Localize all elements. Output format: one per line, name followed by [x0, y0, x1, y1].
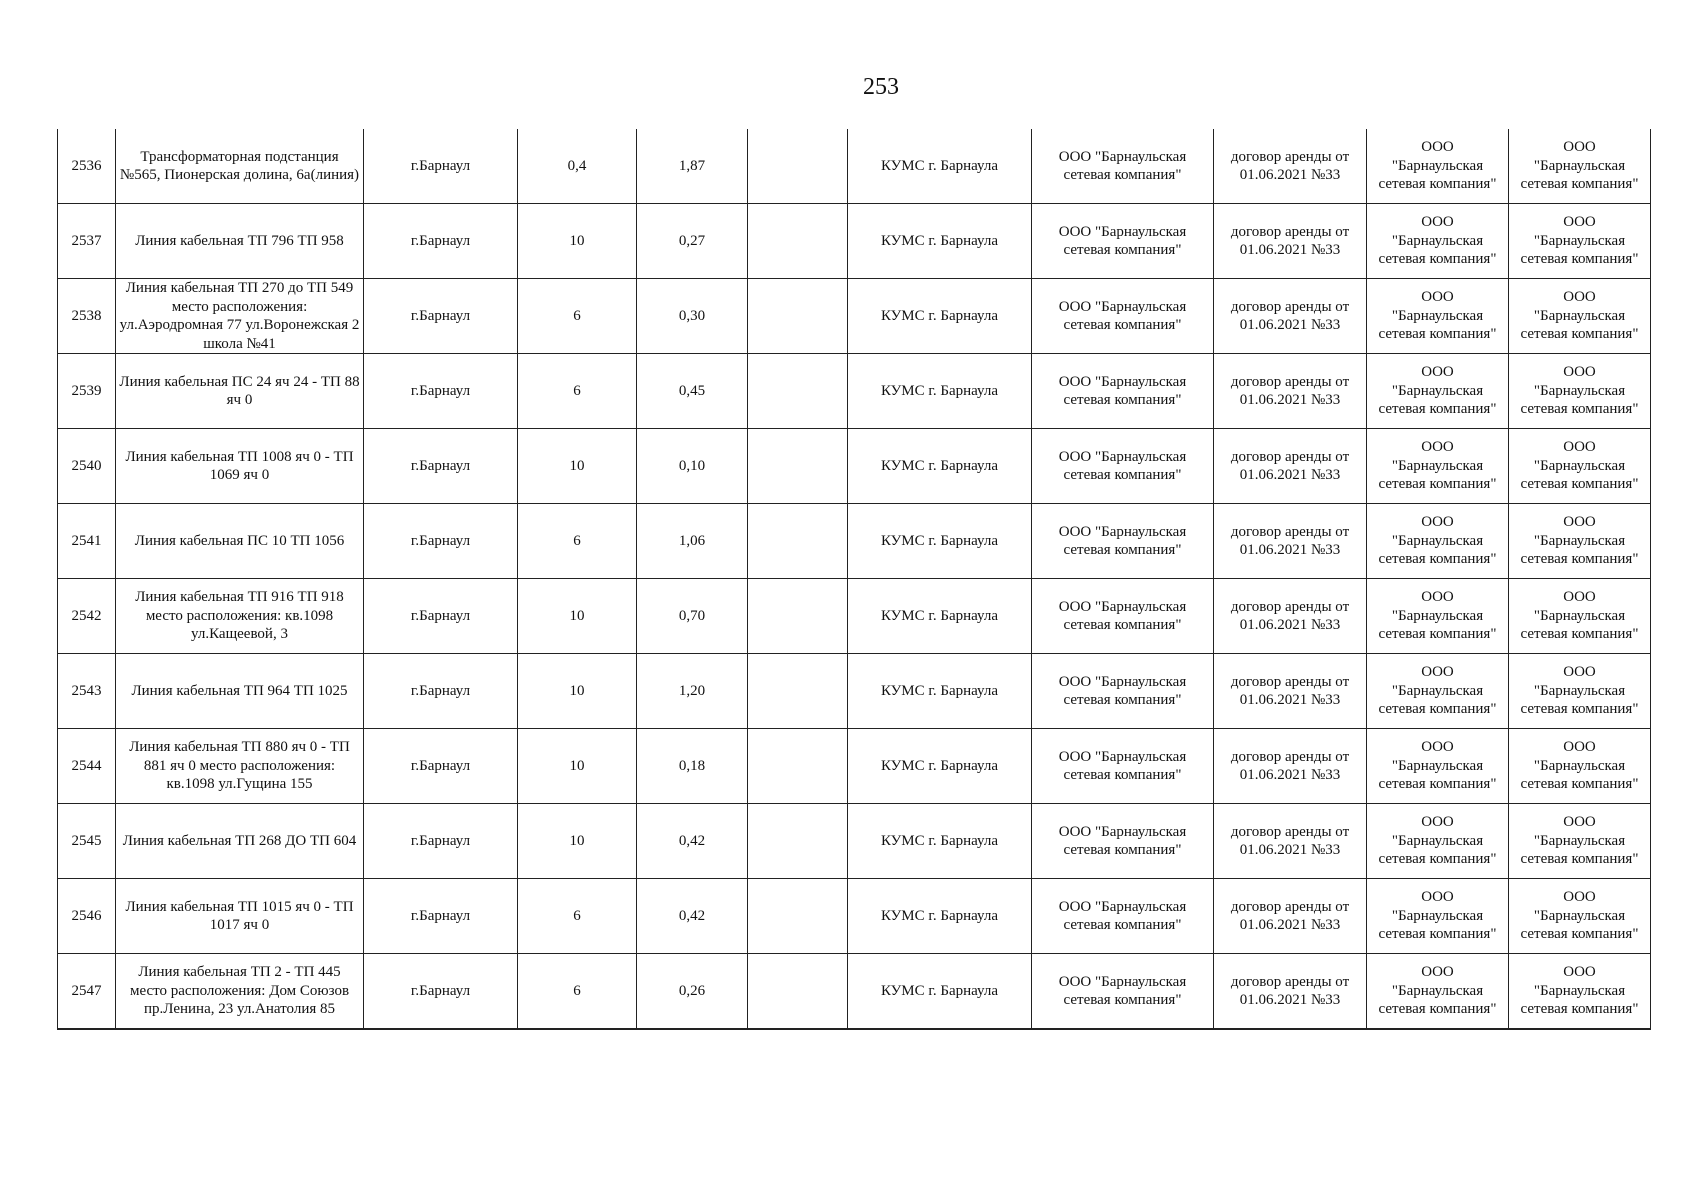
- object-name-cell: Линия кабельная ПС 10 ТП 1056: [116, 504, 364, 579]
- operator-cell: ООО "Барнаульская сетевая компания": [1367, 354, 1509, 429]
- voltage-cell: 10: [518, 729, 637, 804]
- table-row: [58, 879, 1651, 954]
- length-cell: 1,87: [637, 129, 748, 204]
- holder-cell: ООО "Барнаульская сетевая компания": [1032, 354, 1214, 429]
- object-name-cell: Линия кабельная ТП 1008 яч 0 - ТП 1069 яч 0: [116, 429, 364, 504]
- holder-cell: ООО "Барнаульская сетевая компания": [1032, 579, 1214, 654]
- length-cell: 1,20: [637, 654, 748, 729]
- user-cell: ООО "Барнаульская сетевая компания": [1509, 279, 1651, 354]
- user-cell: ООО "Барнаульская сетевая компания": [1509, 204, 1651, 279]
- empty-cell: [748, 954, 848, 1030]
- holder-cell: ООО "Барнаульская сетевая компания": [1032, 129, 1214, 204]
- city-cell: г.Барнаул: [364, 879, 518, 954]
- user-cell: ООО "Барнаульская сетевая компания": [1509, 729, 1651, 804]
- row-number-cell: 2536: [58, 129, 116, 204]
- registry-table: [57, 129, 1651, 1030]
- empty-cell: [748, 804, 848, 879]
- table-row: [58, 504, 1651, 579]
- table-row: [58, 279, 1651, 354]
- row-number-cell: 2537: [58, 204, 116, 279]
- table-row: [58, 129, 1651, 204]
- table-row: [58, 654, 1651, 729]
- city-cell: г.Барнаул: [364, 804, 518, 879]
- empty-cell: [748, 429, 848, 504]
- length-cell: 0,26: [637, 954, 748, 1030]
- owner-cell: КУМС г. Барнаула: [848, 729, 1032, 804]
- voltage-cell: 10: [518, 204, 637, 279]
- empty-cell: [748, 654, 848, 729]
- row-number-cell: 2539: [58, 354, 116, 429]
- city-cell: г.Барнаул: [364, 204, 518, 279]
- owner-cell: КУМС г. Барнаула: [848, 954, 1032, 1030]
- operator-cell: ООО "Барнаульская сетевая компания": [1367, 129, 1509, 204]
- city-cell: г.Барнаул: [364, 654, 518, 729]
- owner-cell: КУМС г. Барнаула: [848, 654, 1032, 729]
- length-cell: 0,42: [637, 804, 748, 879]
- owner-cell: КУМС г. Барнаула: [848, 429, 1032, 504]
- voltage-cell: 10: [518, 654, 637, 729]
- object-name-cell: Линия кабельная ТП 2 - ТП 445 место расположения: Дом Союзов пр.Ленина, 23 ул.Анатолия 85: [116, 954, 364, 1030]
- voltage-cell: 6: [518, 879, 637, 954]
- row-number-cell: 2547: [58, 954, 116, 1030]
- length-cell: 1,06: [637, 504, 748, 579]
- table-row: [58, 204, 1651, 279]
- length-cell: 0,27: [637, 204, 748, 279]
- row-number-cell: 2538: [58, 279, 116, 354]
- city-cell: г.Барнаул: [364, 954, 518, 1030]
- row-number-cell: 2543: [58, 654, 116, 729]
- length-cell: 0,30: [637, 279, 748, 354]
- empty-cell: [748, 879, 848, 954]
- empty-cell: [748, 204, 848, 279]
- basis-cell: договор аренды от 01.06.2021 №33: [1214, 804, 1367, 879]
- operator-cell: ООО "Барнаульская сетевая компания": [1367, 279, 1509, 354]
- voltage-cell: 6: [518, 279, 637, 354]
- empty-cell: [748, 279, 848, 354]
- row-number-cell: 2541: [58, 504, 116, 579]
- voltage-cell: 6: [518, 954, 637, 1030]
- city-cell: г.Барнаул: [364, 129, 518, 204]
- city-cell: г.Барнаул: [364, 504, 518, 579]
- empty-cell: [748, 504, 848, 579]
- empty-cell: [748, 354, 848, 429]
- voltage-cell: 6: [518, 354, 637, 429]
- user-cell: ООО "Барнаульская сетевая компания": [1509, 954, 1651, 1030]
- object-name-cell: Линия кабельная ТП 268 ДО ТП 604: [116, 804, 364, 879]
- user-cell: ООО "Барнаульская сетевая компания": [1509, 129, 1651, 204]
- row-number-cell: 2545: [58, 804, 116, 879]
- table-row: [58, 804, 1651, 879]
- user-cell: ООО "Барнаульская сетевая компания": [1509, 879, 1651, 954]
- object-name-cell: Линия кабельная ТП 270 до ТП 549 место расположения: ул.Аэродромная 77 ул.Воронежская 2 школа №41: [116, 279, 364, 354]
- row-number-cell: 2542: [58, 579, 116, 654]
- user-cell: ООО "Барнаульская сетевая компания": [1509, 354, 1651, 429]
- object-name-cell: Трансформаторная подстанция №565, Пионерская долина, 6а(линия): [116, 129, 364, 204]
- length-cell: 0,45: [637, 354, 748, 429]
- table-row: [58, 729, 1651, 804]
- owner-cell: КУМС г. Барнаула: [848, 204, 1032, 279]
- row-number-cell: 2546: [58, 879, 116, 954]
- owner-cell: КУМС г. Барнаула: [848, 579, 1032, 654]
- city-cell: г.Барнаул: [364, 729, 518, 804]
- user-cell: ООО "Барнаульская сетевая компания": [1509, 654, 1651, 729]
- page-number: 253: [863, 74, 899, 100]
- voltage-cell: 10: [518, 804, 637, 879]
- basis-cell: договор аренды от 01.06.2021 №33: [1214, 204, 1367, 279]
- object-name-cell: Линия кабельная ТП 880 яч 0 - ТП 881 яч 0 место расположения: кв.1098 ул.Гущина 155: [116, 729, 364, 804]
- length-cell: 0,70: [637, 579, 748, 654]
- basis-cell: договор аренды от 01.06.2021 №33: [1214, 879, 1367, 954]
- basis-cell: договор аренды от 01.06.2021 №33: [1214, 954, 1367, 1030]
- operator-cell: ООО "Барнаульская сетевая компания": [1367, 879, 1509, 954]
- voltage-cell: 10: [518, 429, 637, 504]
- basis-cell: договор аренды от 01.06.2021 №33: [1214, 429, 1367, 504]
- table-body: [58, 129, 1651, 1029]
- user-cell: ООО "Барнаульская сетевая компания": [1509, 579, 1651, 654]
- length-cell: 0,42: [637, 879, 748, 954]
- table-row: [58, 579, 1651, 654]
- table-row: [58, 354, 1651, 429]
- basis-cell: договор аренды от 01.06.2021 №33: [1214, 504, 1367, 579]
- empty-cell: [748, 129, 848, 204]
- basis-cell: договор аренды от 01.06.2021 №33: [1214, 354, 1367, 429]
- holder-cell: ООО "Барнаульская сетевая компания": [1032, 429, 1214, 504]
- object-name-cell: Линия кабельная ТП 796 ТП 958: [116, 204, 364, 279]
- owner-cell: КУМС г. Барнаула: [848, 504, 1032, 579]
- city-cell: г.Барнаул: [364, 279, 518, 354]
- owner-cell: КУМС г. Барнаула: [848, 804, 1032, 879]
- empty-cell: [748, 729, 848, 804]
- operator-cell: ООО "Барнаульская сетевая компания": [1367, 654, 1509, 729]
- owner-cell: КУМС г. Барнаула: [848, 129, 1032, 204]
- basis-cell: договор аренды от 01.06.2021 №33: [1214, 654, 1367, 729]
- operator-cell: ООО "Барнаульская сетевая компания": [1367, 804, 1509, 879]
- operator-cell: ООО "Барнаульская сетевая компания": [1367, 429, 1509, 504]
- length-cell: 0,18: [637, 729, 748, 804]
- owner-cell: КУМС г. Барнаула: [848, 279, 1032, 354]
- holder-cell: ООО "Барнаульская сетевая компания": [1032, 729, 1214, 804]
- voltage-cell: 6: [518, 504, 637, 579]
- voltage-cell: 10: [518, 579, 637, 654]
- length-cell: 0,10: [637, 429, 748, 504]
- holder-cell: ООО "Барнаульская сетевая компания": [1032, 204, 1214, 279]
- empty-cell: [748, 579, 848, 654]
- user-cell: ООО "Барнаульская сетевая компания": [1509, 429, 1651, 504]
- user-cell: ООО "Барнаульская сетевая компания": [1509, 804, 1651, 879]
- holder-cell: ООО "Барнаульская сетевая компания": [1032, 654, 1214, 729]
- owner-cell: КУМС г. Барнаула: [848, 354, 1032, 429]
- holder-cell: ООО "Барнаульская сетевая компания": [1032, 804, 1214, 879]
- table-row: [58, 429, 1651, 504]
- object-name-cell: Линия кабельная ПС 24 яч 24 - ТП 88 яч 0: [116, 354, 364, 429]
- owner-cell: КУМС г. Барнаула: [848, 879, 1032, 954]
- holder-cell: ООО "Барнаульская сетевая компания": [1032, 879, 1214, 954]
- object-name-cell: Линия кабельная ТП 964 ТП 1025: [116, 654, 364, 729]
- object-name-cell: Линия кабельная ТП 1015 яч 0 - ТП 1017 яч 0: [116, 879, 364, 954]
- city-cell: г.Барнаул: [364, 429, 518, 504]
- basis-cell: договор аренды от 01.06.2021 №33: [1214, 729, 1367, 804]
- operator-cell: ООО "Барнаульская сетевая компания": [1367, 204, 1509, 279]
- voltage-cell: 0,4: [518, 129, 637, 204]
- basis-cell: договор аренды от 01.06.2021 №33: [1214, 279, 1367, 354]
- city-cell: г.Барнаул: [364, 579, 518, 654]
- holder-cell: ООО "Барнаульская сетевая компания": [1032, 279, 1214, 354]
- table-row: [58, 954, 1651, 1030]
- user-cell: ООО "Барнаульская сетевая компания": [1509, 504, 1651, 579]
- row-number-cell: 2540: [58, 429, 116, 504]
- operator-cell: ООО "Барнаульская сетевая компания": [1367, 579, 1509, 654]
- object-name-cell: Линия кабельная ТП 916 ТП 918 место расположения: кв.1098 ул.Кащеевой, 3: [116, 579, 364, 654]
- basis-cell: договор аренды от 01.06.2021 №33: [1214, 579, 1367, 654]
- operator-cell: ООО "Барнаульская сетевая компания": [1367, 954, 1509, 1030]
- basis-cell: договор аренды от 01.06.2021 №33: [1214, 129, 1367, 204]
- holder-cell: ООО "Барнаульская сетевая компания": [1032, 504, 1214, 579]
- row-number-cell: 2544: [58, 729, 116, 804]
- city-cell: г.Барнаул: [364, 354, 518, 429]
- operator-cell: ООО "Барнаульская сетевая компания": [1367, 504, 1509, 579]
- holder-cell: ООО "Барнаульская сетевая компания": [1032, 954, 1214, 1030]
- operator-cell: ООО "Барнаульская сетевая компания": [1367, 729, 1509, 804]
